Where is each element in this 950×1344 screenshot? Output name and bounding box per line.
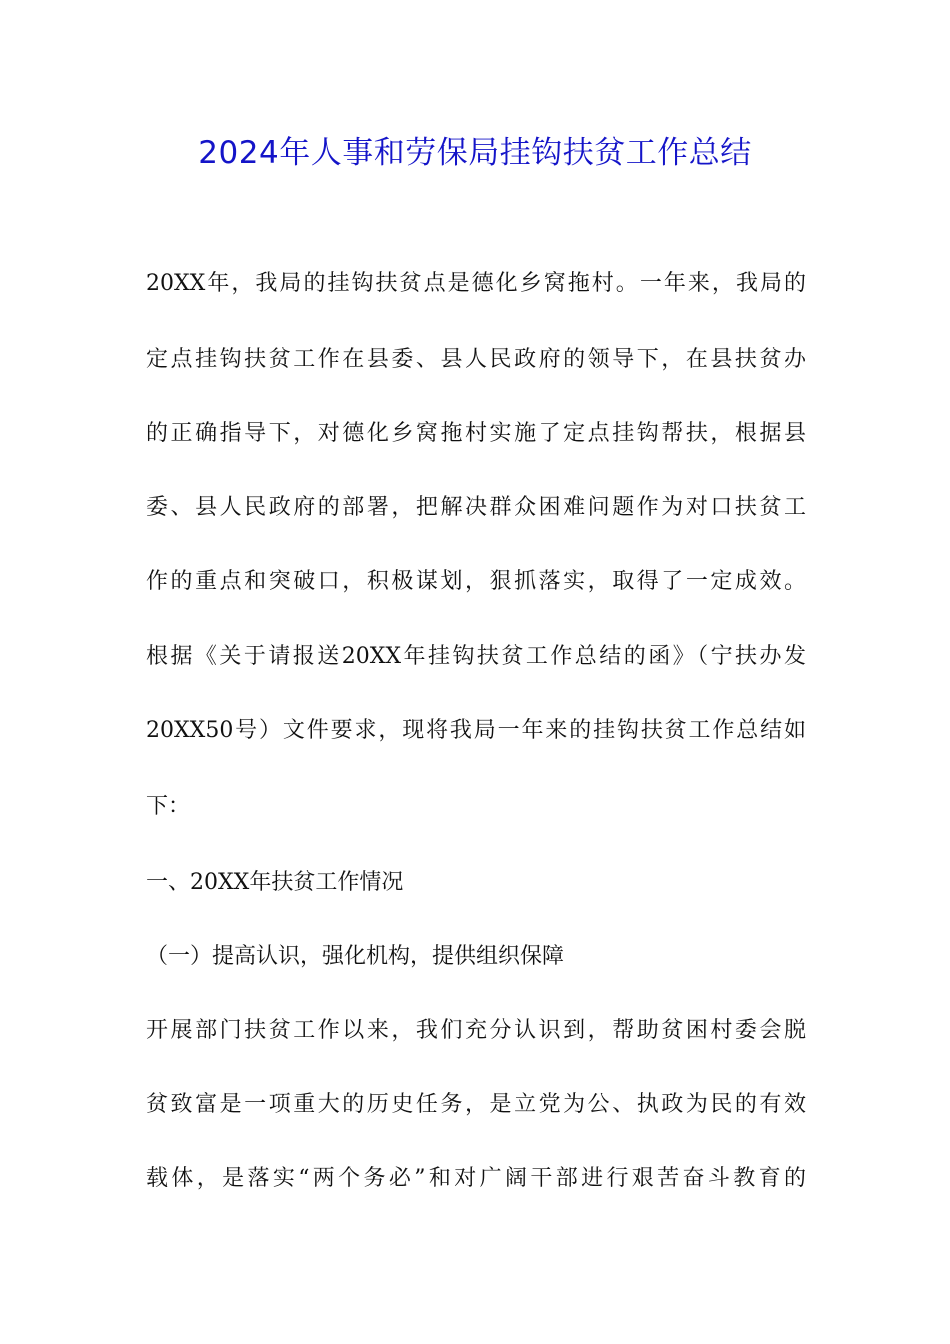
paragraph-line: 20XX年，我局的挂钩扶贫点是德化乡窝拖村。一年来，我局的 [146, 271, 806, 296]
paragraph-line: 根据《关于请报送20XX年挂钩扶贫工作总结的函》（宁扶办发 [146, 644, 806, 669]
paragraph-line: 载体，是落实“两个务必”和对广阔干部进行艰苦奋斗教育的 [146, 1166, 806, 1191]
paragraph-line: 的正确指导下，对德化乡窝拖村实施了定点挂钩帮扶，根据县 [146, 421, 806, 446]
subsection-heading: （一）提高认识，强化机构，提供组织保障 [146, 944, 565, 969]
document-title: 2024年人事和劳保局挂钩扶贫工作总结 [198, 135, 752, 171]
paragraph-line: 下： [146, 794, 191, 819]
paragraph-line: 定点挂钩扶贫工作在县委、县人民政府的领导下，在县扶贫办 [146, 347, 806, 372]
paragraph-line: 贫致富是一项重大的历史任务，是立党为公、执政为民的有效 [146, 1092, 806, 1117]
paragraph-line: 委、县人民政府的部署，把解决群众困难问题作为对口扶贫工 [146, 495, 806, 520]
section-heading: 一、20XX年扶贫工作情况 [146, 870, 404, 895]
paragraph-line: 20XX50号）文件要求，现将我局一年来的挂钩扶贫工作总结如 [146, 718, 806, 743]
paragraph-line: 开展部门扶贫工作以来，我们充分认识到，帮助贫困村委会脱 [146, 1018, 806, 1043]
paragraph-line: 作的重点和突破口，积极谋划，狠抓落实，取得了一定成效。 [146, 569, 806, 594]
